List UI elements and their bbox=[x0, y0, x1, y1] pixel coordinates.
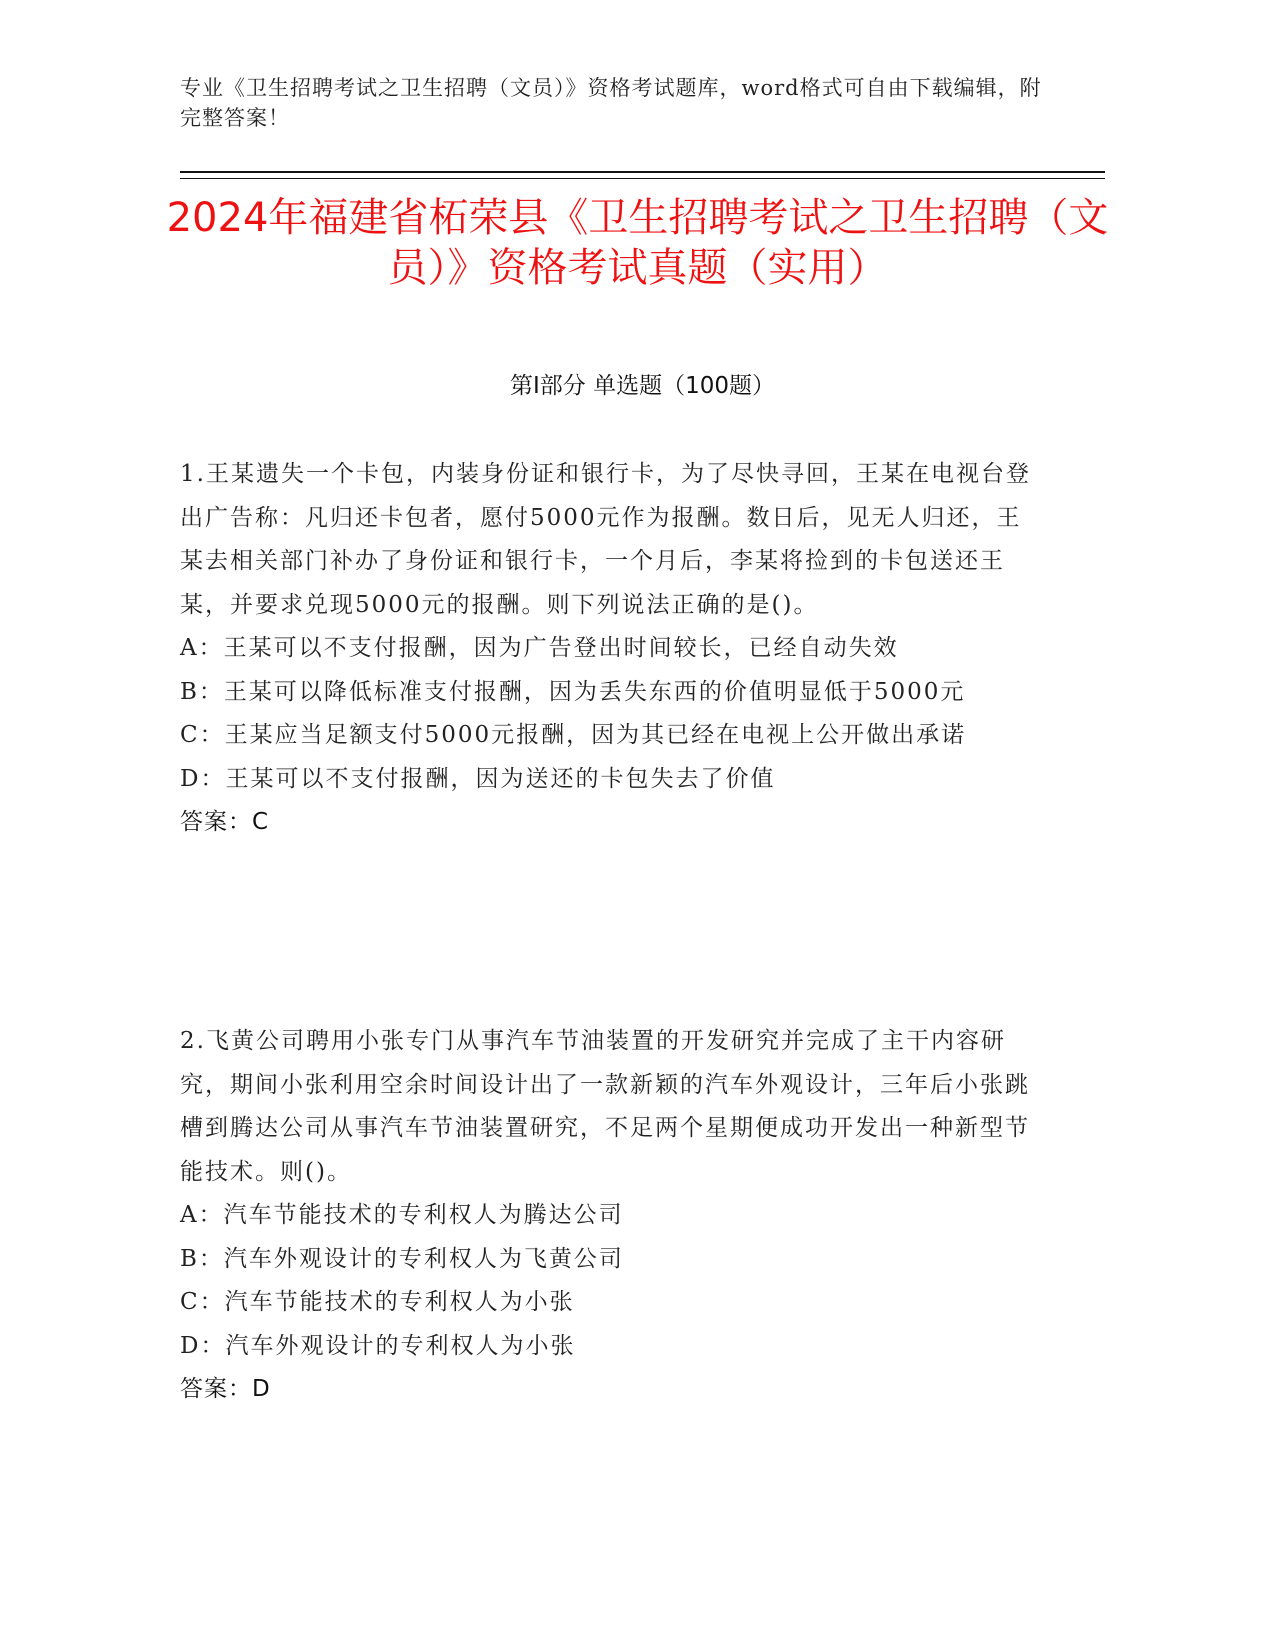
header-divider-thin bbox=[180, 178, 1105, 179]
section-heading: 第Ⅰ部分 单选题（100题） bbox=[510, 373, 775, 399]
question-2 bbox=[180, 1020, 1040, 1412]
option-c: C：汽车节能技术的专利权人为小张 bbox=[180, 1289, 575, 1315]
option-b: B：王某可以降低标准支付报酬，因为丢失东西的价值明显低于5000元 bbox=[180, 678, 966, 705]
question-stem: 1.王某遗失一个卡包，内装身份证和银行卡，为了尽快寻回，王某在电视台登出广告称：凡归还卡包者，愿付5000元作为报酬。数日后，见无人归还，王某去相关部门补办了身份证和银行卡，一个月后，李某将捡到的卡包送还王某，并要求兑现5000元的报酬。则下列说法正确的是()。 bbox=[180, 461, 1031, 618]
answer: 答案：C bbox=[180, 809, 270, 835]
option-d: D：汽车外观设计的专利权人为小张 bbox=[180, 1332, 576, 1359]
option-b: B：汽车外观设计的专利权人为飞黄公司 bbox=[180, 1245, 624, 1272]
document-title: 2024年福建省柘荣县《卫生招聘考试之卫生招聘（文员）》资格考试真题（实用） bbox=[166, 195, 1109, 291]
option-d: D：王某可以不支付报酬，因为送还的卡包失去了价值 bbox=[180, 765, 776, 792]
header-divider-thick bbox=[180, 171, 1105, 173]
question-1 bbox=[180, 453, 1040, 845]
option-c: C：王某应当足额支付5000元报酬，因为其已经在电视上公开做出承诺 bbox=[180, 722, 967, 748]
answer: 答案：D bbox=[180, 1376, 271, 1402]
option-a: A：汽车节能技术的专利权人为腾达公司 bbox=[180, 1202, 624, 1228]
question-stem: 2.飞黄公司聘用小张专门从事汽车节油装置的开发研究并完成了主干内容研究，期间小张利用空余时间设计出了一款新颖的汽车外观设计，三年后小张跳槽到腾达公司从事汽车节油装置研究，不足两个星期便成功开发出一种新型节能技术。则()。 bbox=[180, 1028, 1030, 1185]
option-a: A：王某可以不支付报酬，因为广告登出时间较长，已经自动失效 bbox=[180, 635, 899, 661]
header-note: 专业《卫生招聘考试之卫生招聘（文员）》资格考试题库，word格式可自由下载编辑，附完整答案！ bbox=[180, 76, 1042, 130]
